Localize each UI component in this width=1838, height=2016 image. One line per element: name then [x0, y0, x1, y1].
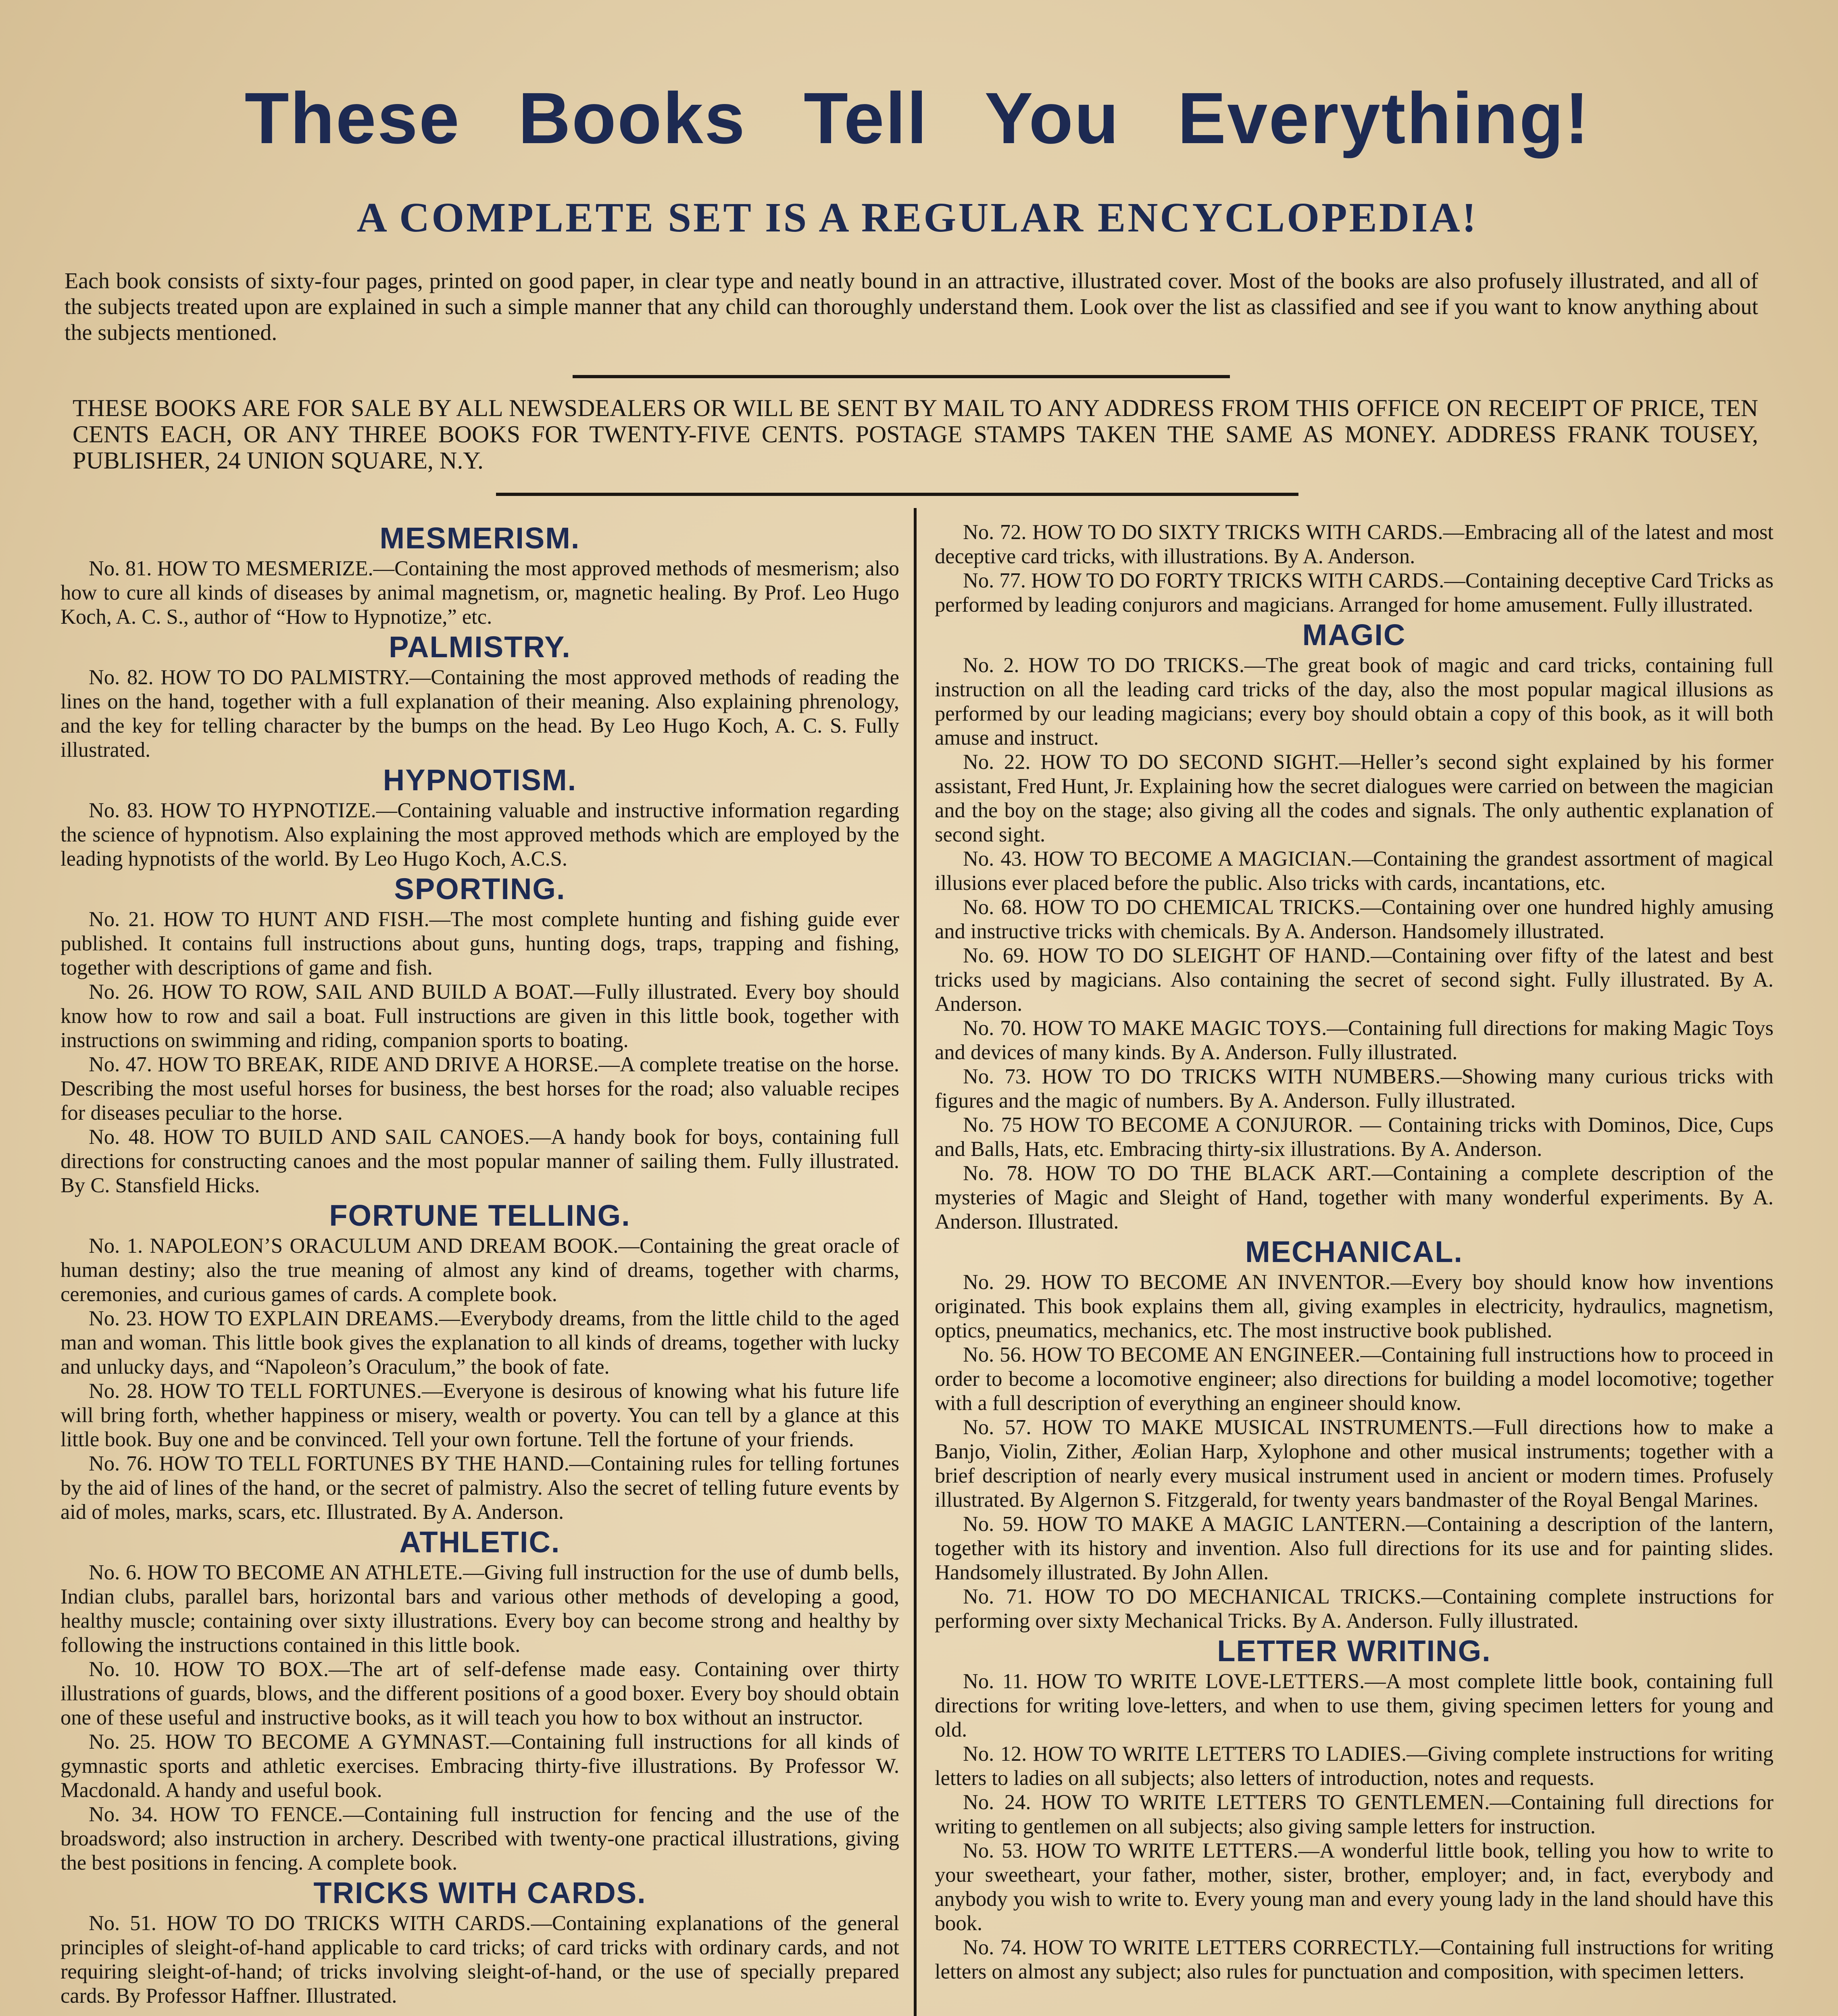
book-entry: No. 83. HOW TO HYPNOTIZE.—Containing valuable and instructive information regarding the science of hypnotism. Also explaining the most approved methods which are employed by the leading hypnotists of the world. By Leo Hugo Koch, A.C.S. — [60, 799, 899, 871]
section-title-letter-writing: LETTER WRITING. — [1217, 1634, 1491, 1668]
section-title-fortune-telling: FORTUNE TELLING. — [329, 1199, 631, 1232]
left-column — [60, 520, 899, 2008]
book-entry: No. 76. HOW TO TELL FORTUNES BY THE HAND.—Containing rules for telling fortunes by the aid of lines of the hand, or the secret of palmistry. Also the secret of telling future events by aid of moles, marks, scars, etc. Illustrated. By A. Anderson. — [60, 1452, 899, 1524]
page-title: These Books Tell You Everything! — [244, 78, 1590, 159]
book-entry: No. 26. HOW TO ROW, SAIL AND BUILD A BOAT.—Fully illustrated. Every boy should know how to row and sail a boat. Full instructions are given in this little book, together with instructions on swimming and riding, companion sports to boating. — [60, 980, 899, 1052]
book-entry: No. 57. HOW TO MAKE MUSICAL INSTRUMENTS.—Full directions how to make a Banjo, Violin, Zither, Æolian Harp, Xylophone and other musical instruments; together with a brief description of nearly every musical instrument used in ancient or modern times. Profusely illustrated. By Algernon S. Fitzgerald, for twenty years bandmaster of the Royal Bengal Marines. — [935, 1416, 1773, 1512]
book-entry: No. 48. HOW TO BUILD AND SAIL CANOES.—A handy book for boys, containing full directions for constructing canoes and the most popular manner of sailing them. Fully illustrated. By C. Stansfield Hicks. — [60, 1125, 899, 1197]
book-entry: No. 34. HOW TO FENCE.—Containing full instruction for fencing and the use of the broadsword; also instruction in archery. Described with twenty-one practical illustrations, giving the best positions in fencing. A complete book. — [60, 1803, 899, 1874]
book-entry: No. 71. HOW TO DO MECHANICAL TRICKS.—Containing complete instructions for performing over sixty Mechanical Tricks. By A. Anderson. Fully illustrated. — [935, 1585, 1773, 1633]
book-entry: No. 47. HOW TO BREAK, RIDE AND DRIVE A HORSE.—A complete treatise on the horse. Describing the most useful horses for business, the best horses for the road; also valuable recipes for diseases peculiar to the horse. — [60, 1053, 899, 1125]
sale-notice: THESE BOOKS ARE FOR SALE BY ALL NEWSDEALERS OR WILL BE SENT BY MAIL TO ANY ADDRESS FROM THIS OFFICE ON RECEIPT OF PRICE, TEN CENTS EACH, OR ANY THREE BOOKS FOR TWENTY-FIVE CENTS. POSTAGE STAMPS TAKEN THE SAME AS MONEY. ADDRESS FRANK TOUSEY, PUBLISHER, 24 UNION SQUARE, N.Y. — [73, 395, 1758, 474]
book-entry: No. 69. HOW TO DO SLEIGHT OF HAND.—Containing over fifty of the latest and best tricks used by magicians. Also containing the secret of second sight. Fully illustrated. By A. Anderson. — [935, 944, 1773, 1016]
book-entry: No. 82. HOW TO DO PALMISTRY.—Containing the most approved methods of reading the lines on the hand, together with a full explanation of their meaning. Also explaining phrenology, and the key for telling character by the bumps on the head. By Leo Hugo Koch, A. C. S. Fully illustrated. — [60, 666, 899, 762]
section-title-tricks-with-cards: TRICKS WITH CARDS. — [313, 1876, 646, 1910]
book-entry: No. 43. HOW TO BECOME A MAGICIAN.—Containing the grandest assortment of magical illusions ever placed before the public. Also tricks with cards, incantations, etc. — [935, 847, 1773, 895]
book-entry: No. 22. HOW TO DO SECOND SIGHT.—Heller’s second sight explained by his former assistant, Fred Hunt, Jr. Explaining how the secret dialogues were carried on between the magician and the boy on the stage; also giving all the codes and signals. The only authentic explanation of second sight. — [935, 750, 1773, 846]
book-entry: No. 70. HOW TO MAKE MAGIC TOYS.—Containing full directions for making Magic Toys and devices of many kinds. By A. Anderson. Fully illustrated. — [935, 1016, 1773, 1064]
section-title-magic: MAGIC — [1302, 618, 1406, 652]
book-entry: No. 73. HOW TO DO TRICKS WITH NUMBERS.—Showing many curious tricks with figures and the magic of numbers. By A. Anderson. Fully illustrated. — [935, 1065, 1773, 1112]
book-entry: No. 21. HOW TO HUNT AND FISH.—The most complete hunting and fishing guide ever published. It contains full instructions about guns, hunting dogs, traps, trapping and fishing, together with descriptions of game and fish. — [60, 908, 899, 979]
book-entry: No. 12. HOW TO WRITE LETTERS TO LADIES.—Giving complete instructions for writing letters to ladies on all subjects; also letters of introduction, notes and requests. — [935, 1742, 1773, 1790]
section-title-mechanical: MECHANICAL. — [1245, 1235, 1463, 1268]
book-entry: No. 78. HOW TO DO THE BLACK ART.—Containing a complete description of the mysteries of Magic and Sleight of Hand, together with many wonderful experiments. By A. Anderson. Illustrated. — [935, 1162, 1773, 1233]
book-entry: No. 75 HOW TO BECOME A CONJUROR. — Containing tricks with Dominos, Dice, Cups and Balls, Hats, etc. Embracing thirty-six illustrations. By A. Anderson. — [935, 1113, 1773, 1161]
book-entry: No. 24. HOW TO WRITE LETTERS TO GENTLEMEN.—Containing full directions for writing to gentlemen on all subjects; also giving sample letters for instruction. — [935, 1791, 1773, 1838]
section-title-sporting: SPORTING. — [394, 872, 566, 906]
divider-rule-top — [573, 375, 1230, 378]
section-title-hypnotism: HYPNOTISM. — [383, 763, 577, 797]
book-entry: No. 77. HOW TO DO FORTY TRICKS WITH CARDS.—Containing deceptive Card Tricks as performed by leading conjurors and magicians. Arranged for home amusement. Fully illustrated. — [935, 569, 1773, 616]
book-entry: No. 72. HOW TO DO SIXTY TRICKS WITH CARDS.—Embracing all of the latest and most deceptive card tricks, with illustrations. By A. Anderson. — [935, 521, 1773, 568]
divider-rule-bottom — [496, 493, 1298, 496]
page-subtitle: A COMPLETE SET IS A REGULAR ENCYCLOPEDIA! — [356, 194, 1478, 241]
book-entry: No. 28. HOW TO TELL FORTUNES.—Everyone is desirous of knowing what his future life will bring forth, whether happiness or misery, wealth or poverty. You can tell by a glance at this little book. Buy one and be convinced. Tell your own fortune. Tell the fortune of your friends. — [60, 1379, 899, 1451]
column-divider — [914, 508, 917, 2016]
section-title-mesmerism: MESMERISM. — [379, 521, 580, 555]
book-entry: No. 59. HOW TO MAKE A MAGIC LANTERN.—Containing a description of the lantern, together with its history and invention. Also full directions for its use and for painting slides. Handsomely illustrated. By John Allen. — [935, 1512, 1773, 1584]
book-entry: No. 74. HOW TO WRITE LETTERS CORRECTLY.—Containing full instructions for writing letters on almost any subject; also rules for punctuation and composition, with specimen letters. — [935, 1936, 1773, 1983]
book-entry: No. 6. HOW TO BECOME AN ATHLETE.—Giving full instruction for the use of dumb bells, Indian clubs, parallel bars, horizontal bars and various other methods of developing a good, healthy muscle; containing over sixty illustrations. Every boy can become strong and healthy by following the instructions contained in this little book. — [60, 1561, 899, 1657]
book-entry: No. 10. HOW TO BOX.—The art of self-defense made easy. Containing over thirty illustrations of guards, blows, and the different positions of a good boxer. Every boy should obtain one of these useful and instructive books, as it will teach you how to box without an instructor. — [60, 1658, 899, 1729]
book-entry: No. 68. HOW TO DO CHEMICAL TRICKS.—Containing over one hundred highly amusing and instructive tricks with chemicals. By A. Anderson. Handsomely illustrated. — [935, 896, 1773, 943]
book-entry: No. 53. HOW TO WRITE LETTERS.—A wonderful little book, telling you how to write to your sweetheart, your father, mother, sister, brother, employer; and, in fact, everybody and anybody you wish to write to. Every young man and every young lady in the land should have this book. — [935, 1839, 1773, 1935]
book-entry: No. 56. HOW TO BECOME AN ENGINEER.—Containing full instructions how to proceed in order to become a locomotive engineer; also directions for building a model locomotive; together with a full description of everything an engineer should know. — [935, 1343, 1773, 1415]
book-entry: No. 11. HOW TO WRITE LOVE-LETTERS.—A most complete little book, containing full directions for writing love-letters, and when to use them, giving specimen letters for young and old. — [935, 1670, 1773, 1741]
section-title-palmistry: PALMISTRY. — [389, 630, 571, 664]
book-entry: No. 25. HOW TO BECOME A GYMNAST.—Containing full instructions for all kinds of gymnastic sports and athletic exercises. Embracing thirty-five illustrations. By Professor W. Macdonald. A handy and useful book. — [60, 1730, 899, 1802]
intro-paragraph: Each book consists of sixty-four pages, printed on good paper, in clear type and neatly bound in an attractive, illustrated cover. Most of the books are also profusely illustrated, and all of the subjects treated upon are explained in such a simple manner that any child can thoroughly understand them. Look over the list as classified and see if you want to know anything about the subjects mentioned. — [65, 269, 1758, 345]
book-entry: No. 81. HOW TO MESMERIZE.—Containing the most approved methods of mesmerism; also how to cure all kinds of diseases by animal magnetism, or, magnetic healing. By Prof. Leo Hugo Koch, A. C. S., author of “How to Hypnotize,” etc. — [60, 557, 899, 629]
section-title-athletic: ATHLETIC. — [399, 1525, 561, 1559]
right-column — [935, 520, 1773, 1984]
book-entry: No. 2. HOW TO DO TRICKS.—The great book of magic and card tricks, containing full instruction on all the leading card tricks of the day, also the most popular magical illusions as performed by our leading magicians; every boy should obtain a copy of this book, as it will both amuse and instruct. — [935, 654, 1773, 750]
book-entry: No. 29. HOW TO BECOME AN INVENTOR.—Every boy should know how inventions originated. This book explains them all, giving examples in electricity, hydraulics, magnetism, optics, pneumatics, mechanics, etc. The most instructive book published. — [935, 1270, 1773, 1342]
book-entry: No. 1. NAPOLEON’S ORACULUM AND DREAM BOOK.—Containing the great oracle of human destiny; also the true meaning of almost any kind of dreams, together with charms, ceremonies, and curious games of cards. A complete book. — [60, 1234, 899, 1306]
book-entry: No. 51. HOW TO DO TRICKS WITH CARDS.—Containing explanations of the general principles of sleight-of-hand applicable to card tricks; of card tricks with ordinary cards, and not requiring sleight-of-hand; of tricks involving sleight-of-hand, or the use of specially prepared cards. By Professor Haffner. Illustrated. — [60, 1912, 899, 2008]
book-entry: No. 23. HOW TO EXPLAIN DREAMS.—Everybody dreams, from the little child to the aged man and woman. This little book gives the explanation to all kinds of dreams, together with lucky and unlucky days, and “Napoleon’s Oraculum,” the book of fate. — [60, 1307, 899, 1379]
